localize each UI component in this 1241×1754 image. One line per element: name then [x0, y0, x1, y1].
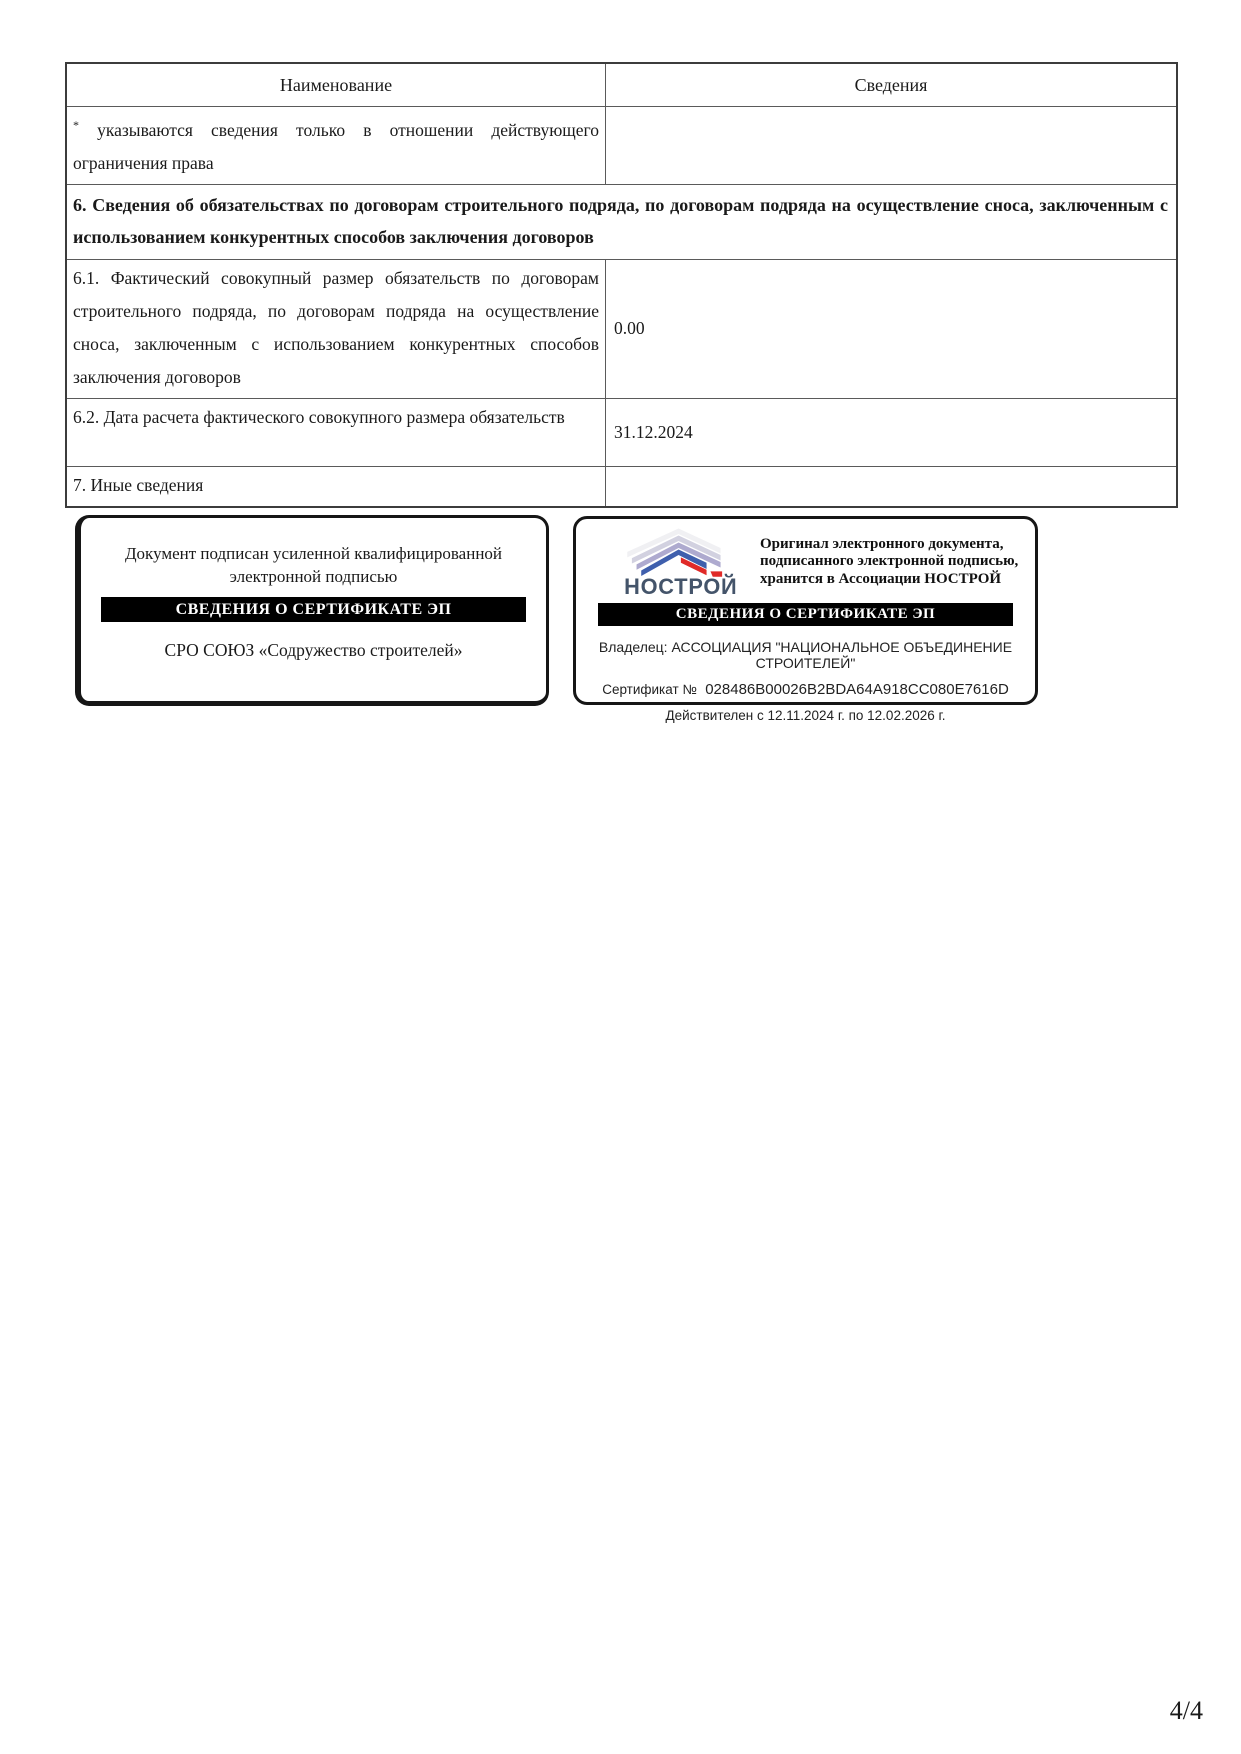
footnote-text: * указываются сведения только в отношении действующего ограничения права	[73, 118, 600, 173]
signature-stamp-sro	[75, 515, 549, 706]
section6-title: 6. Сведения об обязательствах по договорам строительного подряда, по договорам подряда на осуществление сноса, заключенным с использованием конкурентных способов заключения договоров	[73, 194, 1168, 247]
certificate-validity-line: Действителен с 12.11.2024 г. по 12.02.2026 г.	[665, 708, 946, 723]
row-label: 7. Иные сведения	[73, 474, 204, 495]
footnote-value	[606, 107, 1176, 184]
nostroy-logo-text: НОСТРОЙ	[624, 573, 738, 597]
table-header-row	[67, 64, 1176, 106]
row-value: 0.00	[614, 318, 645, 339]
certificate-number-line	[576, 681, 1035, 698]
table-row	[67, 259, 1176, 398]
header-info-column: Сведения	[854, 74, 928, 95]
certificate-info-bar: СВЕДЕНИЯ О СЕРТИФИКАТЕ ЭП	[598, 603, 1013, 626]
page-number: 4/4	[1169, 1696, 1203, 1725]
certificate-owner-organization: СРО СОЮЗ «Содружество строителей»	[164, 640, 463, 660]
row-value: 31.12.2024	[614, 421, 693, 442]
nostroy-logo-icon	[594, 527, 746, 597]
footnote-marker: *	[73, 118, 79, 132]
table-row-footnote	[67, 106, 1176, 184]
table-row	[67, 466, 1176, 506]
table-row	[67, 398, 1176, 466]
certificate-owner-line: Владелец: АССОЦИАЦИЯ "НАЦИОНАЛЬНОЕ ОБЪЕДИНЕНИЕ СТРОИТЕЛЕЙ"	[598, 639, 1013, 671]
signature-stamp-nostroy	[573, 516, 1038, 723]
table-row-section6	[67, 184, 1176, 259]
certificate-info-bar: СВЕДЕНИЯ О СЕРТИФИКАТЕ ЭП	[101, 597, 526, 622]
row-value	[606, 467, 1176, 506]
original-document-statement: Оригинал электронного документа, подписанного электронной подписью, хранится в Ассоциации НОСТРОЙ	[760, 535, 1019, 587]
certificate-number-label: Сертификат №	[602, 682, 697, 697]
info-table	[65, 62, 1178, 508]
row-label: 6.1. Фактический совокупный размер обязательств по договорам строительного подряда, по договорам подряда на осуществление сноса, заключенным с использованием конкурентных способов заключения договоров	[73, 267, 599, 387]
signature-statement-line1: Документ подписан усиленной квалифицированной	[124, 544, 503, 563]
row-label: 6.2. Дата расчета фактического совокупного размера обязательств	[73, 406, 565, 427]
certificate-number-value: 028486B00026B2BDA64A918CC080E7616D	[705, 681, 1009, 698]
header-name-column: Наименование	[67, 64, 606, 106]
signature-statement-line2: электронной подписью	[229, 567, 398, 586]
